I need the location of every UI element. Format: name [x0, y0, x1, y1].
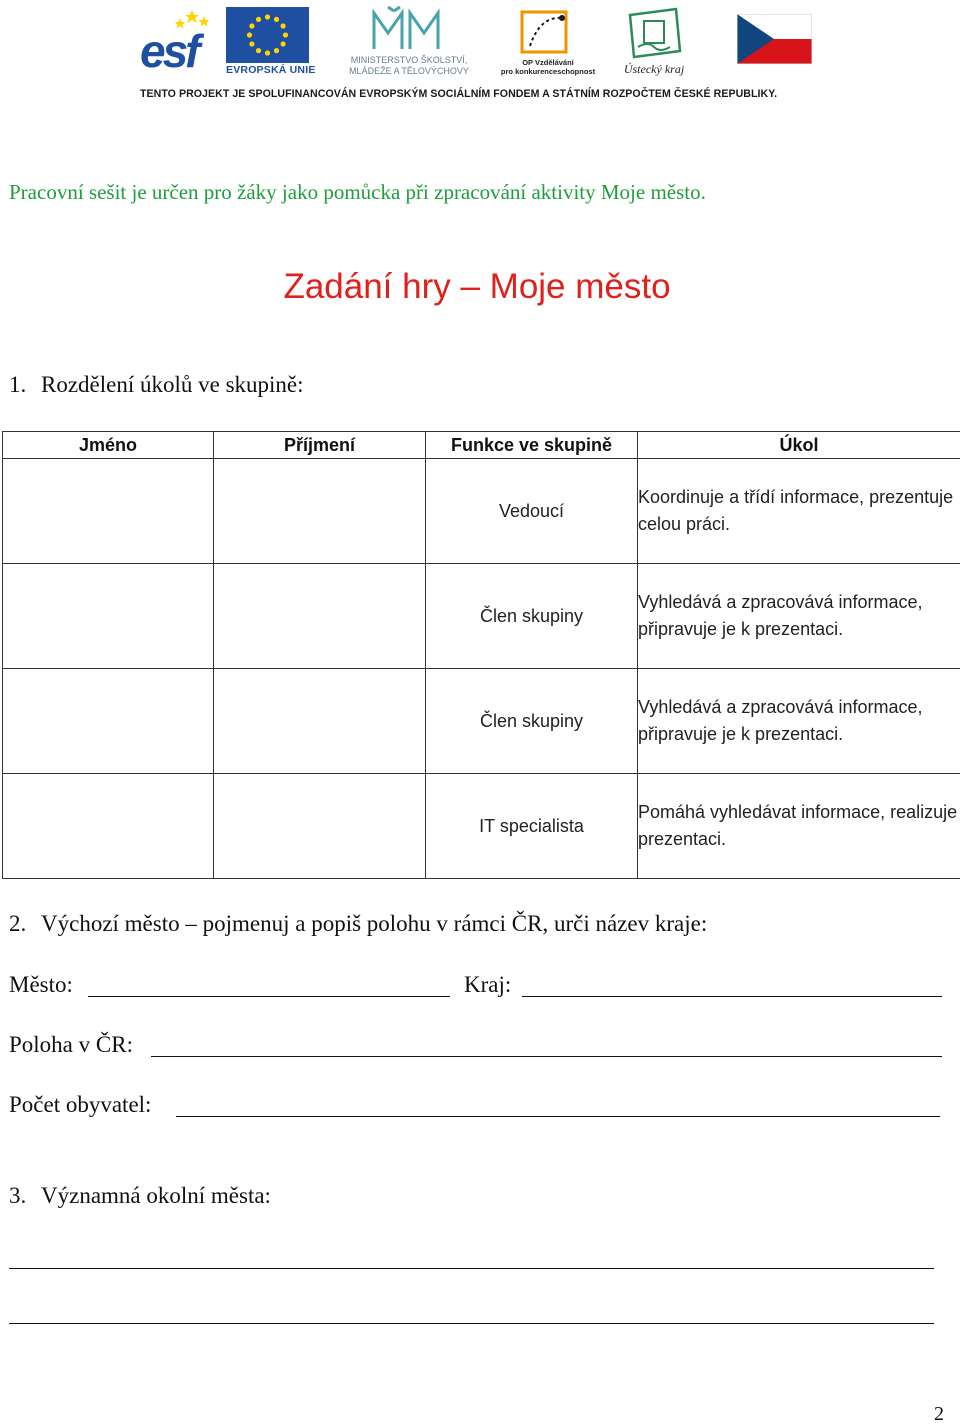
- okolni-mesta-line-1[interactable]: [9, 1268, 934, 1269]
- page-number: 2: [934, 1403, 944, 1426]
- poloha-input-line[interactable]: [151, 1056, 942, 1057]
- section-3-number: 3.: [9, 1183, 41, 1209]
- poloha-label: Poloha v ČR:: [9, 1032, 133, 1058]
- kraj-input-line[interactable]: [522, 996, 942, 997]
- prijmeni-cell[interactable]: [214, 564, 426, 669]
- czech-flag-icon: [737, 14, 812, 64]
- header-logos: [0, 0, 960, 110]
- table-row: [3, 669, 960, 774]
- section-2-number: 2.: [9, 911, 41, 937]
- ukol-cell: Vyhledává a zpracovává informace, připravuje je k prezentaci.: [638, 669, 960, 774]
- kraj-label: Ústecký kraj: [622, 62, 686, 77]
- section-1-title: Rozdělení úkolů ve skupině:: [41, 372, 304, 397]
- mesto-input-line[interactable]: [88, 996, 450, 997]
- jmeno-cell[interactable]: [3, 564, 214, 669]
- jmeno-cell[interactable]: [3, 669, 214, 774]
- col-header-jmeno: Jméno: [3, 432, 214, 459]
- funkce-cell: Vedoucí: [426, 459, 638, 564]
- table-header-row: [3, 432, 960, 459]
- funkce-cell: IT specialista: [426, 774, 638, 879]
- mesto-label: Město:: [9, 972, 73, 998]
- funkce-cell: Člen skupiny: [426, 564, 638, 669]
- jmeno-cell[interactable]: [3, 774, 214, 879]
- section-2-title: Výchozí město – pojmenuj a popiš polohu v rámci ČR, urči název kraje:: [41, 911, 707, 936]
- section-3-heading: [9, 1183, 271, 1209]
- ukol-cell: Koordinuje a třídí informace, prezentuje celou práci.: [638, 459, 960, 564]
- esf-logo: esf: [140, 26, 197, 76]
- prijmeni-cell[interactable]: [214, 774, 426, 879]
- table-row: [3, 564, 960, 669]
- msmt-label: MINISTERSTVO ŠKOLSTVÍ, MLÁDEŽE A TĚLOVÝCHOVY: [334, 55, 484, 77]
- eu-flag-icon: [226, 7, 309, 63]
- table-row: [3, 774, 960, 879]
- kraj-logo-icon: [624, 5, 686, 63]
- eu-label: EVROPSKÁ UNIE: [226, 64, 316, 76]
- section-1-number: 1.: [9, 372, 41, 398]
- op-logo-icon: [518, 6, 574, 58]
- prijmeni-cell[interactable]: [214, 459, 426, 564]
- col-header-prijmeni: Příjmení: [214, 432, 426, 459]
- jmeno-cell[interactable]: [3, 459, 214, 564]
- section-3-title: Významná okolní města:: [41, 1183, 271, 1208]
- project-funding-banner: TENTO PROJEKT JE SPOLUFINANCOVÁN EVROPSKÝM SOCIÁLNÍM FONDEM A STÁTNÍM ROZPOČTEM ČESKÉ REPUBLIKY.: [140, 88, 812, 100]
- section-2-heading: [9, 911, 707, 937]
- intro-text: Pracovní sešit je určen pro žáky jako pomůcka při zpracování aktivity Moje město.: [9, 180, 706, 205]
- kraj-label: Kraj:: [464, 972, 511, 998]
- op-label: OP Vzdělávání pro konkurenceschopnost: [498, 58, 598, 76]
- obyvatel-label: Počet obyvatel:: [9, 1092, 151, 1118]
- section-1-heading: [9, 372, 304, 398]
- roles-table: [2, 431, 960, 879]
- ukol-cell: Vyhledává a zpracovává informace, připravuje je k prezentaci.: [638, 564, 960, 669]
- obyvatel-input-line[interactable]: [176, 1116, 940, 1117]
- page-title: Zadání hry – Moje město: [0, 267, 954, 307]
- col-header-ukol: Úkol: [638, 432, 960, 459]
- col-header-funkce: Funkce ve skupině: [426, 432, 638, 459]
- ukol-cell: Pomáhá vyhledávat informace, realizuje prezentaci.: [638, 774, 960, 879]
- funkce-cell: Člen skupiny: [426, 669, 638, 774]
- okolni-mesta-line-2[interactable]: [9, 1323, 934, 1324]
- prijmeni-cell[interactable]: [214, 669, 426, 774]
- table-row: [3, 459, 960, 564]
- msmt-logo-icon: [370, 5, 446, 55]
